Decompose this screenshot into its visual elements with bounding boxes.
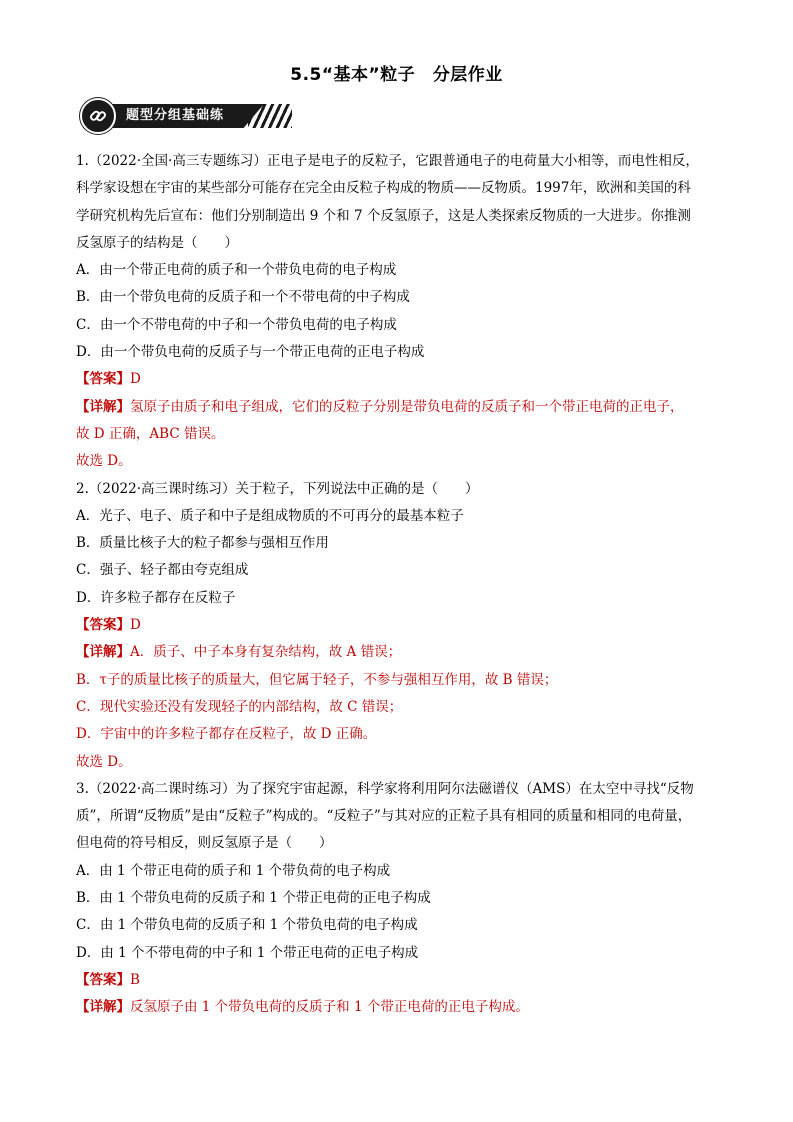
answer-line [76, 366, 726, 393]
option-a: A．由一个带正电荷的质子和一个带负电荷的电子构成 [76, 262, 397, 279]
answer-tag: 【答案】 [76, 971, 130, 988]
section-banner [80, 98, 290, 134]
option-a: A．由 1 个带正电荷的质子和 1 个带负荷的电子构成 [76, 862, 391, 879]
detail-line: 故 D 正确，ABC 错误。 [76, 425, 225, 442]
question-stem-line: 科学家设想在宇宙的某些部分可能存在完全由反粒子构成的物质——反物质。1997年，欧洲和美国的科 [76, 180, 691, 197]
question-3 [76, 776, 726, 1022]
answer-tag: 【答案】 [76, 617, 130, 634]
detail-tag: 【详解】 [76, 644, 130, 661]
question-stem-line: 反氢原子的结构是（ ） [76, 234, 238, 251]
answer-line [76, 967, 726, 994]
answer-tag: 【答案】 [76, 371, 130, 388]
option-a: A．光子、电子、质子和中子是组成物质的不可再分的最基本粒子 [76, 507, 464, 524]
conclusion-line: 故选 D。 [76, 753, 132, 770]
option-c: C．由一个不带电荷的中子和一个带负电荷的电子构成 [76, 316, 397, 333]
question-stem-line: 但电荷的符号相反，则反氢原子是（ ） [76, 835, 333, 852]
option-c: C．强子、轻子都由夸克组成 [76, 562, 249, 579]
question-stem-line: 2.（2022·高三课时练习）关于粒子，下列说法中正确的是（ ） [76, 480, 479, 497]
question-stem-line: 质”，所谓“反物质”是由“反粒子”构成的。“反粒子”与其对应的正粒子具有相同的质量和相同的电荷量， [76, 808, 692, 825]
detail-line: B．τ子的质量比核子的质量大，但它属于轻子，不参与强相互作用，故 B 错误； [76, 671, 558, 688]
question-2 [76, 476, 726, 776]
page-title: 5.5“基本”粒子 分层作业 [290, 65, 503, 85]
option-b: B．质量比核子大的粒子都参与强相互作用 [76, 535, 329, 552]
question-stem-line: 学研究机构先后宣布：他们分别制造出 9 个和 7 个反氢原子，这是人类探索反物质的一大进步。你推测 [76, 207, 691, 224]
option-b: B．由 1 个带负电荷的反质子和 1 个带正电荷的正电子构成 [76, 890, 431, 907]
answer-value: B [130, 971, 140, 988]
answer-value: D [130, 371, 141, 388]
option-d: D．由一个带负电荷的反质子与一个带正电荷的正电子构成 [76, 344, 425, 361]
banner-stripes [248, 104, 292, 128]
document-body [76, 148, 726, 1022]
detail-text: 氢原子由质子和电子组成，它们的反粒子分别是带负电荷的反质子和一个带正电荷的正电子， [130, 398, 684, 415]
banner-text: 题型分组基础练 [126, 108, 225, 123]
option-c: C．由 1 个带负电荷的反质子和 1 个带负电荷的电子构成 [76, 917, 418, 934]
option-b: B．由一个带负电荷的反质子和一个不带电荷的中子构成 [76, 289, 410, 306]
detail-text: A．质子、中子本身有复杂结构，故 A 错误； [130, 644, 402, 661]
detail-text: 反氢原子由 1 个带负电荷的反质子和 1 个带正电荷的正电子构成。 [130, 999, 529, 1016]
question-1 [76, 148, 726, 476]
detail-line: C．现代实验还没有发现轻子的内部结构，故 C 错误； [76, 698, 403, 715]
question-stem-line: 1.（2022·全国·高三专题练习）正电子是电子的反粒子，它跟普通电子的电荷量大小相等，而电性相反， [76, 153, 699, 169]
detail-tag: 【详解】 [76, 398, 130, 415]
answer-line [76, 612, 726, 639]
question-stem-line: 3.（2022·高二课时练习）为了探究宇宙起源，科学家将利用阿尔法磁谱仪（AMS）在太空中寻找“反物 [76, 780, 694, 797]
detail-line [76, 639, 726, 666]
option-d: D．许多粒子都存在反粒子 [76, 589, 236, 606]
detail-line [76, 394, 726, 421]
answer-value: D [130, 617, 141, 634]
conclusion-line: 故选 D。 [76, 453, 132, 470]
detail-line [76, 994, 726, 1021]
detail-line: D．宇宙中的许多粒子都存在反粒子，故 D 正确。 [76, 726, 377, 743]
link-chain-icon [80, 98, 116, 134]
option-d: D．由 1 个不带电荷的中子和 1 个带正电荷的正电子构成 [76, 944, 419, 961]
detail-tag: 【详解】 [76, 999, 130, 1016]
